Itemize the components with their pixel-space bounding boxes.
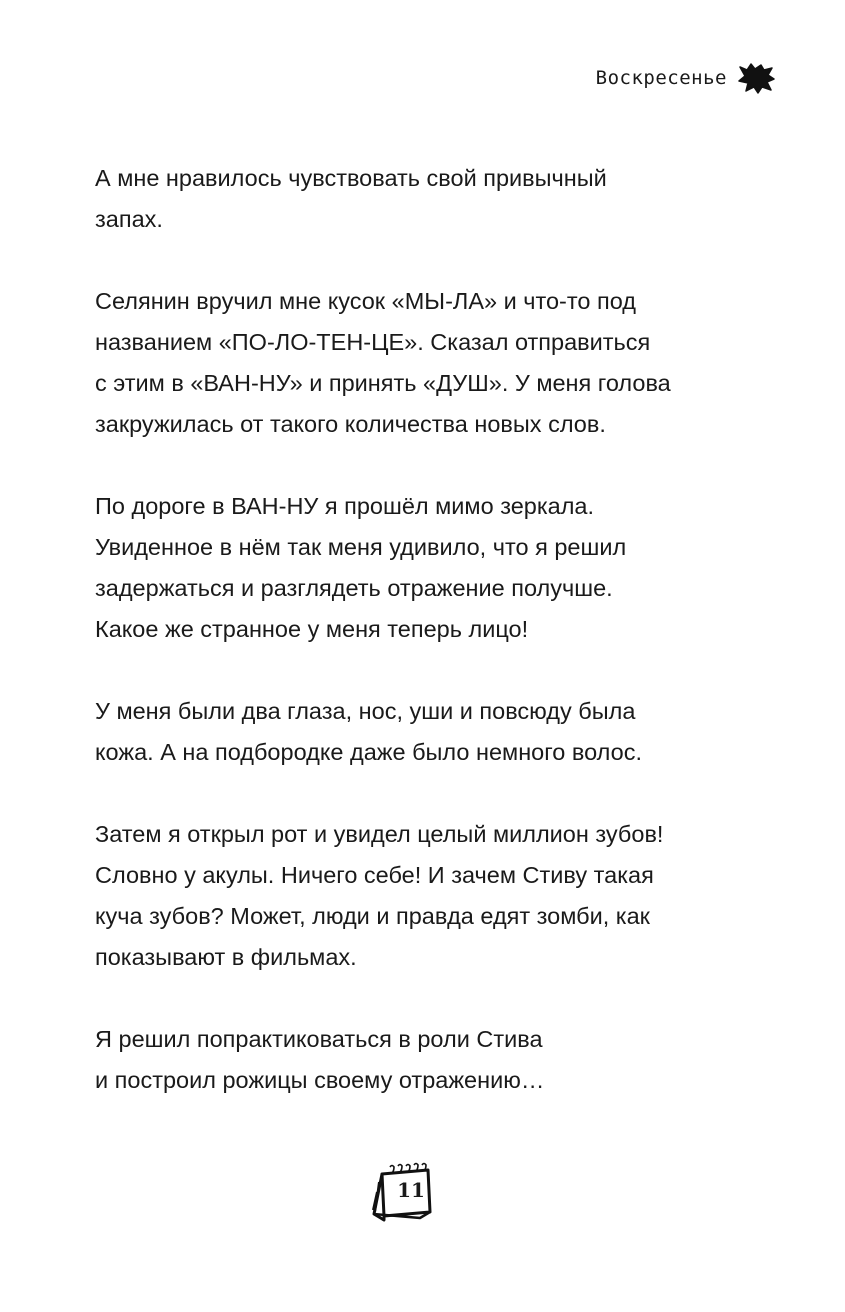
text-line: с этим в «ВАН-НУ» и принять «ДУШ». У меня голова: [95, 370, 671, 396]
paragraph: [95, 486, 775, 650]
text-line: У меня были два глаза, нос, уши и повсюду была: [95, 698, 636, 724]
text-line: показывают в фильмах.: [95, 944, 357, 970]
text-line: Словно у акулы. Ничего себе! И зачем Стиву такая: [95, 862, 654, 888]
text-line: А мне нравилось чувствовать свой привычный: [95, 165, 607, 191]
paragraph: [95, 281, 775, 445]
paragraph: [95, 691, 775, 773]
paragraph: [95, 1019, 775, 1101]
text-line: Увиденное в нём так меня удивило, что я решил: [95, 534, 627, 560]
paragraph: [95, 158, 775, 240]
page-number-badge: [370, 1162, 436, 1226]
text-line: задержаться и разглядеть отражение получше.: [95, 575, 613, 601]
text-line: и построил рожицы своему отражению…: [95, 1067, 545, 1093]
text-line: По дороге в ВАН-НУ я прошёл мимо зеркала.: [95, 493, 595, 519]
text-line: Какое же странное у меня теперь лицо!: [95, 616, 529, 642]
text-line: закружилась от такого количества новых слов.: [95, 411, 606, 437]
page-number: 11: [397, 1178, 425, 1202]
ink-blot-icon: [737, 62, 775, 94]
body-text: [95, 158, 775, 1142]
text-line: куча зубов? Может, люди и правда едят зомби, как: [95, 903, 650, 929]
text-line: кожа. А на подбородке даже было немного волос.: [95, 739, 643, 765]
text-line: Селянин вручил мне кусок «МЫ-ЛА» и что-то под: [95, 288, 636, 314]
text-line: Затем я открыл рот и увидел целый миллион зубов!: [95, 821, 664, 847]
text-line: Я решил попрактиковаться в роли Стива: [95, 1026, 543, 1052]
text-line: запах.: [95, 206, 163, 232]
page-header: [596, 62, 775, 94]
paragraph: [95, 814, 775, 978]
text-line: названием «ПО-ЛО-ТЕН-ЦЕ». Сказал отправиться: [95, 329, 651, 355]
chapter-title: Воскресенье: [595, 67, 727, 89]
